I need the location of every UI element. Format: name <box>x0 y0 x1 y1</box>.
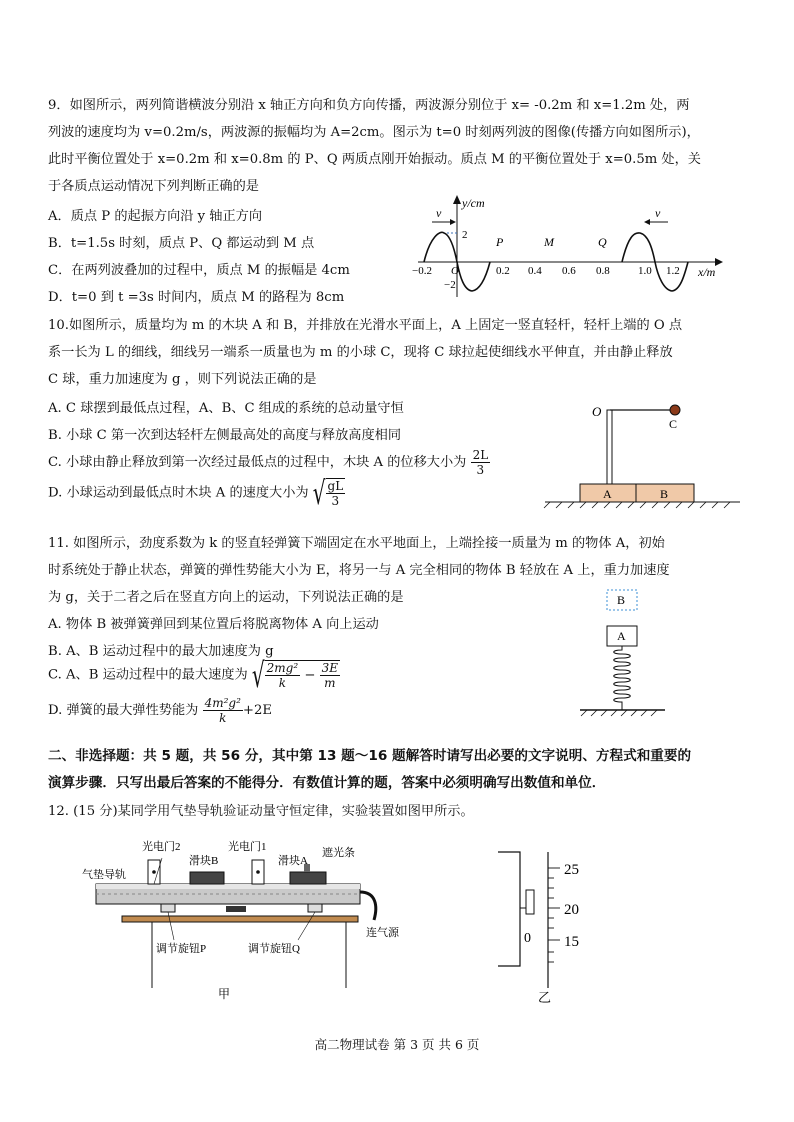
point-p-label: P <box>496 235 504 249</box>
track-label: 气垫导轨 <box>82 869 126 881</box>
gate1-label: 光电门1 <box>228 841 267 853</box>
q10-line1: 10.如图所示，质量均为 m 的木块 A 和 B，并排放在光滑水平面上，A 上固定一竖直轻杆，轻杆上端的 O 点 <box>48 318 683 333</box>
shade-strip-label: 遮光条 <box>322 847 355 859</box>
q9-option-b: B．t=1.5s 时刻，质点 P、Q 都运动到 M 点 <box>48 236 315 251</box>
vernier-zero-label: 0 <box>524 931 531 946</box>
scale-20-label: 20 <box>564 902 579 918</box>
q10-option-b: B. 小球 C 第一次到达轻杆左侧最高处的高度与释放高度相同 <box>48 428 402 443</box>
slider-b-label: 滑块B <box>189 855 219 867</box>
x-tick-0.4: 0.4 <box>528 265 542 277</box>
slider-a-label: 滑块A <box>278 855 308 867</box>
q10-option-c: C. 小球由静止释放到第一次经过最低点的过程中，木块 A 的位移大小为 $\frac{2L}{3}$ <box>48 448 489 477</box>
q9-option-d: D．t=0 到 t =3s 时间内，质点 M 的路程为 8cm <box>48 290 345 305</box>
x-tick-1.0: 1.0 <box>638 265 652 277</box>
point-o-label: O <box>592 404 602 419</box>
point-q-label: Q <box>598 235 607 249</box>
x-tick-neg0.2: −0.2 <box>412 265 432 277</box>
x-tick-0.8: 0.8 <box>596 265 610 277</box>
block-a-label: A <box>603 487 612 501</box>
knob-q-label: 调节旋钮Q <box>248 943 300 955</box>
q9-line1: 9．如图所示，两列简谐横波分别沿 x 轴正方向和负方向传播，两波源分别位于 x= -0.2m 和 x=1.2m 处，两 <box>48 98 690 113</box>
block-a-label: A <box>617 629 626 643</box>
figure-jia-caption: 甲 <box>218 987 231 1001</box>
q9-line4: 于各质点运动情况下列判断正确的是 <box>48 179 259 194</box>
y-axis-label: y/cm <box>462 196 485 210</box>
scale-25-label: 25 <box>564 862 579 878</box>
x-tick-0.2: 0.2 <box>496 265 510 277</box>
scale-15-label: 15 <box>564 934 579 950</box>
gate2-label: 光电门2 <box>142 841 181 853</box>
section2-line1: 二、非选择题：共 5 题，共 56 分，其中第 13 题～16 题解答时请写出必要的文字说明、方程式和重要的 <box>48 748 692 764</box>
q11-option-c: C. A、B 运动过程中的最大速度为 √ $\frac{\text{2mg²}}{k}$ − $\frac{3E}{m}$ <box>48 654 339 696</box>
q11-option-d: D. 弹簧的最大弹性势能为 $\frac{\text{4m²g²}}{k}$ +2E <box>48 696 272 725</box>
q11-figure <box>575 588 675 720</box>
q12-figure-jia <box>78 828 458 1004</box>
q11-option-a: A. 物体 B 被弹簧弹回到某位置后将脱离物体 A 向上运动 <box>48 617 379 632</box>
q11-line3: 为 g，关于二者之后在竖直方向上的运动，下列说法正确的是 <box>48 590 404 605</box>
x-axis-label: x/m <box>698 265 716 279</box>
q9-line3: 此时平衡位置处于 x=0.2m 和 x=0.8m 的 P、Q 两质点刚开始振动。质点 M 的平衡位置处于 x=0.5m 处，关 <box>48 152 701 167</box>
q10-line2: 系一长为 L 的细线，细线另一端系一质量也为 m 的小球 C，现将 C 球拉起使细线水平伸直，并由静止释放 <box>48 345 673 360</box>
x-tick-0.6: 0.6 <box>562 265 576 277</box>
q11-line2: 时系统处于静止状态，弹簧的弹性势能大小为 E，将另一与 A 完全相同的物体 B 轻放在 A 上，重力加速度 <box>48 563 670 578</box>
q9-option-a: A．质点 P 的起振方向沿 y 轴正方向 <box>48 209 263 224</box>
y-tick-neg2: −2 <box>444 279 456 291</box>
block-b-label: B <box>660 487 669 501</box>
ball-c-label: C <box>669 417 678 431</box>
origin-label: O <box>451 265 459 277</box>
x-tick-1.2: 1.2 <box>666 265 680 277</box>
knob-p-label: 调节旋钮P <box>156 943 207 955</box>
q11-line1: 11. 如图所示，劲度系数为 k 的竖直轻弹簧下端固定在水平地面上，上端拴接一质量为 m 的物体 A，初始 <box>48 536 665 551</box>
y-tick-2: 2 <box>462 229 468 241</box>
air-source-label: 连气源 <box>366 927 399 939</box>
page-footer: 高二物理试卷 第 3 页 共 6 页 <box>314 1037 480 1052</box>
v-label-left: v <box>436 206 442 220</box>
q9-option-c: C．在两列波叠加的过程中，质点 M 的振幅是 4cm <box>48 263 350 278</box>
figure-yi-caption: 乙 <box>538 990 552 1005</box>
q9-line2: 列波的速度均为 v=0.2m/s，两波源的振幅均为 A=2cm。图示为 t=0 时刻两列波的图像(传播方向如图所示)， <box>48 125 700 140</box>
v-label-right: v <box>655 206 661 220</box>
section2-line2: 演算步骤．只写出最后答案的不能得分．有数值计算的题，答案中必须明确写出数值和单位． <box>48 775 606 791</box>
block-b-label: B <box>617 593 626 607</box>
q10-option-a: A. C 球摆到最低点过程，A、B、C 组成的系统的总动量守恒 <box>48 401 404 416</box>
q10-figure <box>540 398 750 510</box>
point-m-label: M <box>544 235 554 249</box>
q12-line1: 12. (15 分)某同学用气垫导轨验证动量守恒定律，实验装置如图甲所示。 <box>48 804 474 819</box>
q9-wave-graph <box>410 192 740 302</box>
q10-option-d: D. 小球运动到最低点时木块 A 的速度大小为 √ $\frac{gL}{3}$ <box>48 473 344 513</box>
q11-option-b: B. A、B 运动过程中的最大加速度为 g <box>48 644 274 659</box>
q10-line3: C 球，重力加速度为 g ，则下列说法正确的是 <box>48 372 317 387</box>
q12-figure-yi <box>496 848 606 1008</box>
